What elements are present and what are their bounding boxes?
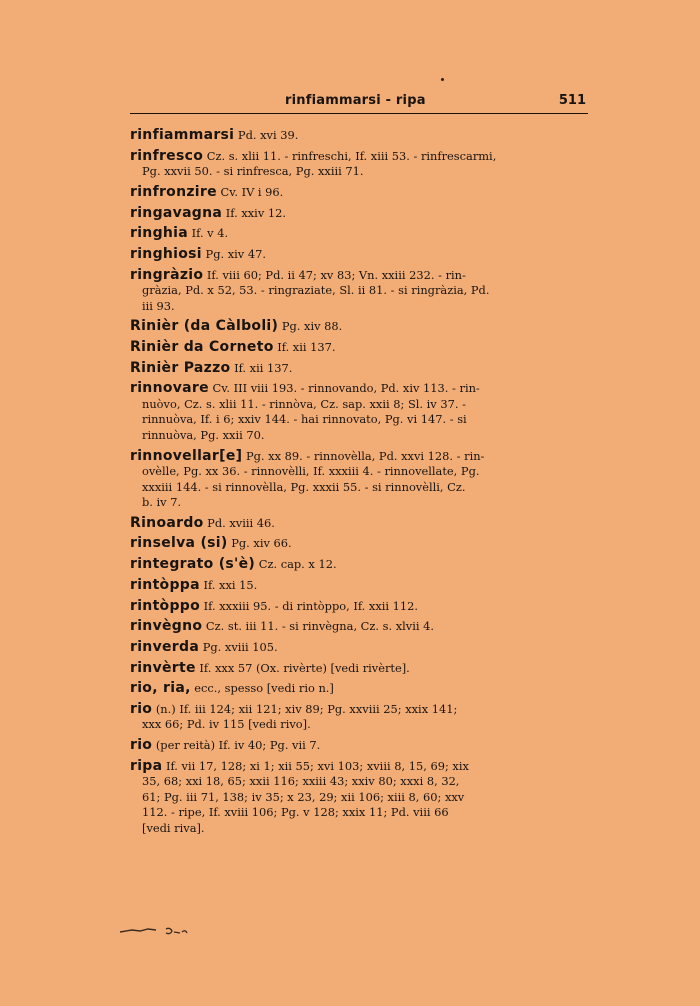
- entry-body: Pd. xvi 39.: [234, 128, 299, 142]
- entry-headword: rintòppo: [130, 597, 201, 614]
- entry: [130, 640, 588, 656]
- entry-body: Pg. xiv 47.: [201, 246, 266, 261]
- entry: [130, 578, 588, 594]
- entry-body: Pd. xviii 46.: [203, 515, 275, 530]
- entry: [130, 536, 588, 552]
- entry-headword: rinfresco: [130, 147, 204, 164]
- entries-list: [130, 128, 588, 842]
- entry-headword: rio: [130, 700, 153, 717]
- entry: [130, 361, 588, 377]
- entry: [130, 738, 588, 754]
- entry-body: Cv. IV i 96.: [216, 184, 284, 199]
- ink-dot: [441, 78, 444, 81]
- entry: [130, 226, 588, 242]
- entry-headword: rintòppa: [130, 576, 200, 593]
- entry: [130, 702, 588, 733]
- entry-body: Pg. xviii 105.: [199, 639, 278, 654]
- entry-headword: rio, ria,: [130, 680, 191, 697]
- entry-headword: ringràzio: [130, 266, 204, 283]
- entry-body: (per reità) If. iv 40; Pg. vii 7.: [152, 738, 321, 753]
- entry: [130, 319, 588, 335]
- entry: [130, 149, 588, 180]
- entry-body: Cz. st. iii 11. - si rinvègna, Cz. s. xlvii 4.: [202, 619, 435, 634]
- entry-body: If. v 4.: [188, 226, 229, 241]
- entry-headword: rinnovellar[e]: [130, 447, 243, 464]
- entry-headword: rinvègno: [130, 618, 203, 635]
- entry: [130, 381, 588, 443]
- entry-headword: Rinièr Pazzo: [130, 359, 231, 376]
- entry-headword: ringhiosi: [130, 245, 202, 262]
- entry-headword: rinfiammarsi: [130, 127, 235, 143]
- entry-body: Cv. III viii 193. - rinnovando, Pd. xiv 113. - rin- nuòvo, Cz. s. xlii 11. - rinnòva, Cz. sap. xxii 8; Sl. iv 37. - rinnuòva, If. i 6; xxiv 144. - hai rinnovato, Pg. vi 147. - si rinnuòva, Pg. xxii 70.: [142, 381, 480, 442]
- entry-headword: rintegrato (s'è): [130, 556, 256, 573]
- entry-body: Pg. xiv 66.: [227, 536, 292, 551]
- entry-body: Cz. s. xlii 11. - rinfreschi, If. xiii 53. - rinfrescarmi, Pg. xxvii 50. - si rinfresca, Pg. xxiii 71.: [142, 148, 497, 179]
- entry-headword: rinfronzire: [130, 183, 217, 200]
- entry-headword: Rinièr (da Càlboli): [130, 318, 279, 335]
- entry-headword: rinvèrte: [130, 659, 196, 676]
- entry: [130, 557, 588, 573]
- entry-body: If. xxiv 12.: [222, 205, 286, 220]
- entry-body: If. xxi 15.: [199, 577, 258, 592]
- running-title: rinfiammarsi - ripa: [285, 93, 426, 108]
- entry: [130, 247, 588, 263]
- entry-body: Pg. xiv 88.: [278, 319, 343, 334]
- entry: [130, 206, 588, 222]
- entry-headword: rinnovare: [130, 380, 209, 397]
- entry: [130, 449, 588, 511]
- page-header: [130, 91, 588, 114]
- entry-headword: rinselva (si): [130, 535, 228, 552]
- entry-body: Cz. cap. x 12.: [255, 557, 337, 572]
- entry: [130, 516, 588, 532]
- entry-headword: Rinoardo: [130, 514, 204, 531]
- page-number: 511: [558, 93, 586, 108]
- entry-body: (n.) If. iii 124; xii 121; xiv 89; Pg. xxviii 25; xxix 141; xxx 66; Pd. iv 115 [vedi rivo].: [142, 701, 458, 732]
- entry: [130, 340, 588, 356]
- entry: [130, 619, 588, 635]
- stain-marks: [118, 922, 198, 942]
- entry-body: If. viii 60; Pd. ii 47; xv 83; Vn. xxiii 232. - rin- gràzia, Pd. x 52, 53. - ringraziate, Sl. ii 81. - si ringràzia, Pd. iii 93.: [142, 267, 490, 313]
- entry: [130, 759, 588, 837]
- entry: [130, 599, 588, 615]
- entry: [130, 661, 588, 677]
- entry-headword: ringhia: [130, 225, 189, 242]
- entry-headword: Rinièr da Corneto: [130, 339, 274, 355]
- entry-headword: rio: [130, 737, 153, 754]
- entry: [130, 128, 588, 144]
- entry: [130, 268, 588, 315]
- entry-body: If. xii 137.: [230, 360, 293, 375]
- entry-body: Pg. xx 89. - rinnovèlla, Pd. xxvi 128. - rin- ovèlle, Pg. xx 36. - rinnovèlli, If. xxxiii 4. - rinnovellate, Pg. xxxiii 144. - si rinnovèlla, Pg. xxxii 55. - si rinnovèlli, Cz. b. iv 7.: [142, 448, 485, 510]
- entry-body: If. xxxiii 95. - di rintòppo, If. xxii 112.: [200, 598, 419, 613]
- entry-body: ecc., spesso [vedi rio n.]: [190, 681, 334, 696]
- entry-body: If. xxx 57 (Ox. rivèrte) [vedi rivèrte].: [195, 660, 410, 675]
- entry-headword: ringavagna: [130, 204, 223, 221]
- entry: [130, 185, 588, 201]
- entry-body: If. xii 137.: [273, 340, 336, 354]
- entry-body: If. vii 17, 128; xi 1; xii 55; xvi 103; xviii 8, 15, 69; xix 35, 68; xxi 18, 65; xxii 116; xxiii 43; xxiv 80; xxxi 8, 32, 61; Pg. iii 71, 138; iv 35; x 23, 29; xii 106; xiii 8, 60; xxv 112. - ripe, If. xviii 106; Pg. v 128; xxix 11; Pd. viii 66 [vedi riva].: [142, 758, 469, 835]
- entry-headword: ripa: [130, 757, 163, 774]
- entry: [130, 681, 588, 697]
- entry-headword: rinverda: [130, 638, 200, 655]
